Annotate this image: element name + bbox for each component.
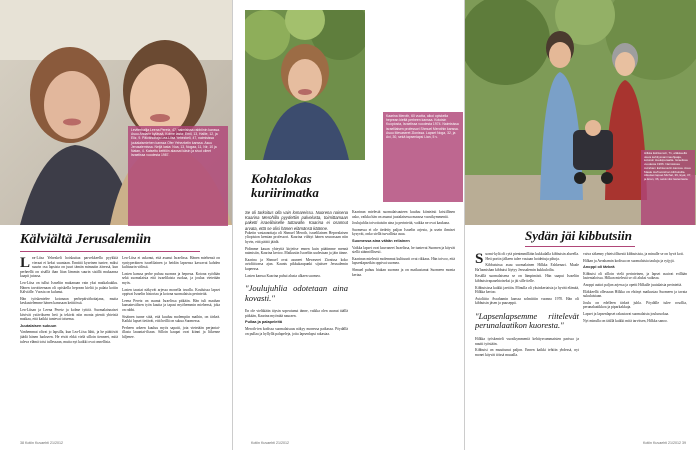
drop-cap: S bbox=[475, 252, 484, 267]
article-columns bbox=[475, 252, 687, 438]
page-number bbox=[20, 441, 63, 445]
page-right bbox=[464, 0, 696, 450]
folio-number: 38 bbox=[20, 441, 24, 445]
paragraph: Shmuel puhuu hiukan suomea ja on matkustanut Suomeen monta kertaa. bbox=[352, 267, 455, 277]
paragraph: Perheen arkeen kuuluu myös sapatti, jota vietetään perjantai-illasta lauantai-iltaan. Silloin kaupat ovat kiinni ja liikenne hiljenee. bbox=[122, 325, 220, 339]
paragraph: ea-Liisa Yehezkeli hoiskuttaa parvekkeella pyykkiä vieraat ei keksi suuntaan. Ennätti kyseinen tuntee, miksi suurin osa lapsista on juuri tämän minuutin ääressä, kun perheellä on sisällä ihan liian lämmin suurin sisällä mukaansa kaapit jutussa. bbox=[20, 256, 118, 279]
paragraph: Lapset ja lapsenlapset rakastavat suomalaista jouluruokaa. bbox=[583, 311, 670, 316]
page-number bbox=[643, 441, 686, 445]
paragraph: Avioliitto Avrahamin kanssa solmittiin vuonna 1970. Hän oli kibbutsin jäsen ja puuseppä. bbox=[475, 296, 579, 306]
paragraph: En ole vieläkään täysin sopeutunut tänne, vaikka olen asunut täällä pitkään, Kaarina myöntää nauraen. bbox=[245, 309, 348, 318]
paragraph: Suomessa ei ole tiedetty paljon Israelin arjesta, ja usein ihmiset kysyvät, onko siellä turvallista asua. bbox=[352, 227, 455, 237]
column-2 bbox=[583, 252, 687, 438]
column-2 bbox=[352, 210, 455, 438]
photo-caption: Kaarina Meroth, 60 vuotta, alkoi opiskella heprean kieltä perheen kanssa. Kotoisin Kuopiosta, Israelissa vuodesta 1974. Naimisissa israelilaisen professori Shmuel Merothin kanssa. Asuu Mevaseret Zionissa. Lapset Noga, 32, ja Avi, 30, sekä lapsenlapsi Lian, 5 v. bbox=[383, 112, 463, 202]
paragraph: Kibbutsi on muuttunut paljon. Ennen kaikki tehtiin yhdessä, nyt monet käyvät töissä muualla. bbox=[475, 348, 579, 357]
paragraph: Lea-Liisan ja Leena Peretz ja kolme tyttöä. Suomalaisnaiset kävivät ystävikseen heti ja tekivät niin monta pientä yhteistä matkaa, että kaikki tuntevat toisensa. bbox=[20, 307, 118, 322]
column-2 bbox=[122, 256, 220, 436]
column-1 bbox=[475, 252, 579, 438]
folio-number: 39 bbox=[682, 441, 686, 445]
photo-caption: Leviterhalija Leena Peretz, 47, naimisissa rabbiinin kanssa. Asuu Andarin kylässä, Kolme lasta: Emil, 13, Hallie, 12, ja Eliz, 9. Päivähoitaja Lea-Liisa Yehezkeli, 47, naimisissa juutalaismiehen kanssa Ofer Yehezkelin kanssa. Asuu Jerusalemissa. Neljä lasta: Noa, 13, Nogaa, 11, Nir, 10 ja Natan, 4. Katseltu keittiön alaosat käsin ja sivut olleet Israelissa vuodesta 1987. bbox=[128, 126, 228, 226]
pull-quote: "Lapsenlapsemme riitelevät perunalaatikon kuoresta." bbox=[475, 310, 579, 331]
column-1 bbox=[245, 210, 348, 438]
paragraph: Eläkkeellä ollessaan Hilkka on ehtinyt matkustaa Suomeen ja tavata sukulaisiaan. bbox=[583, 289, 687, 299]
photo-woman-garden bbox=[245, 10, 365, 160]
column-1 bbox=[20, 256, 118, 436]
paragraph: Vanhemmat olivat jo lapsilla, kun Lea-Liisa lähti, ja he päättivät jäädä hänen luokseen. He eivät ehkä vielä silloin tienneet, mitä tuleva elämä toisi tullessaan, mutta nyt kaikki ovat onnellisia. bbox=[20, 330, 118, 344]
paragraph: Joulu on edelleen tärkeä juhla. Pöydälle tulee rosollia, perunalaatikkoa ja piparkakkuja. bbox=[583, 300, 687, 310]
page-left bbox=[0, 0, 232, 450]
article-headline: Kälviältä Jerusalemiin bbox=[20, 232, 152, 247]
paragraph: Lasten kanssa perhe puhuu suomea ja hepreaa. Kotona syödään sekä suomalaista että israelilaista ruokaa, ja joulua vietetään myös. bbox=[122, 271, 220, 285]
article-columns bbox=[20, 256, 220, 436]
paragraph: Leena Peretz on asunut Israelissa pitkään. Hän tuli maahan kansainvälisen työn kautta ja tapasi myöhemmin miehensä, joka on rabbi. bbox=[122, 298, 220, 312]
paragraph: Paketin vastaanottaja oli Shmuel Meroth, israelilainen Heprealaisen yliopiston kemian professori. Kaarina viihtyi hänen seurassaan niin hyvin, että päätti jäädä. bbox=[245, 230, 348, 244]
paragraph: vaiva säkenny yhteisöllisestä kibbutsista, ja minulle se on hyvä koti. bbox=[583, 252, 684, 256]
paragraph: Anoppi auttoi paljon arjessa ja opetti Hilkalle juutalaisia perinteitä. bbox=[583, 282, 683, 287]
subheading: Anoppi oli tärkeä bbox=[583, 264, 615, 270]
paragraph: Kaarina ja Shmuel ovat asuneet Mevaseret Zionissa koko avioliittonsa ajan. Kaunis pikkukaupunki sijaitsee Jerusalemin kupeessa. bbox=[245, 257, 348, 271]
folio-label: Kotiin Kuvaehti 21/2012 bbox=[643, 441, 681, 445]
folio-label: Kotiin Kuvaehti 21/2012 bbox=[25, 441, 63, 445]
paragraph: Hän työskentelee kotonaan perhepäivähoitajana, mutta keskustelemme hänen kanssaan keittiössä. bbox=[20, 296, 118, 306]
paragraph: Nyt minulla on täällä kaikki mitä tarvitsen, Hilkka sanoo. bbox=[583, 318, 668, 323]
headline-rule bbox=[20, 251, 200, 252]
paragraph: Kibbutsi oli silloin vielä perinteinen, ja lapset asuivat erillään lastentaloissa. Hilkan mielestä se oli aluksi vaikeaa. bbox=[583, 271, 687, 281]
page-footer: Kotiin Kuvaehti 21/2012 bbox=[251, 441, 289, 445]
photo-caption: Hilkka Eshkenazi, 71, eläkkeellä oleva kehitysvammaohjaaja, kotoisin Haukiputaalta. Israelissa vuodesta 1966. Naimisissa Avraham Eshkenazin kanssa. Asuu Maale Ha'hamishan kibbutsilla. Aikuiset lapset Michal, 39, Eyal, 37, ja Eran, 36, sekä viisi lastenlasta. bbox=[641, 150, 695, 225]
page-middle bbox=[232, 0, 464, 450]
paragraph: uomi-kylä oli rytä pienimmillään kukkulalla kibbutsin alueella. Heti portin jälkeen tulee vastaan hoidettuja pihoja. bbox=[485, 252, 579, 261]
subheading: Juutalaisen sukuun bbox=[20, 322, 57, 328]
paragraph: Kaarinan mielestä molemmat kulttuurit ovat rikkaus. Hän toivoo, että lapsenlapsetkin oppivat suomea. bbox=[352, 256, 455, 266]
pull-quote: "Joulujuhlia odotetaan aina kovasti." bbox=[245, 283, 348, 303]
paragraph: Vaikka lapset ovat kasvaneet Israelissa, he tuntevat Suomen ja käyvät siellä säännöllisesti. bbox=[352, 245, 455, 255]
paragraph: Kaarinan mielestä suomalaisuuteen kuuluu kiinteästi kristillinen usko, vaikka hän on asunut juutalaisessa maassa vuosikymmeniä. bbox=[352, 210, 455, 219]
article-headline: Kohtalokas kuriirimatka bbox=[251, 171, 319, 200]
paragraph: Lasten kanssa Kaarina puhui alusta alkaen suomea. bbox=[245, 273, 321, 278]
photo-woman-garden-image bbox=[245, 10, 365, 160]
paragraph: Sisäinen tunne siitä, että kuuluu molempiin maihin, on tärkeä. Kaikki lapset tietävät, että heillä on sukua Suomessa. bbox=[122, 314, 220, 324]
drop-cap: L bbox=[20, 256, 31, 271]
paragraph: Hilkan ja Avrahamin kodissa on suomalaisia tauluja ja ryijyjä. bbox=[583, 258, 675, 263]
paragraph: Lea-Liisa on tullut Israeliin mukanaan vain yksi matkalaukku. Hänen tavoitteenaan oli opiskella heprean kieltä ja palata kotiin Kälviälle. Vuosia on kulunut. bbox=[20, 280, 118, 295]
paragraph: Kibbutsissa kaikki jaettiin. Minulla oli yksinkertaista ja hyvää elämää, Hilkka kertoo. bbox=[475, 285, 579, 295]
article-columns bbox=[245, 210, 455, 438]
ingress: Se oli tarkoitus olla vain lomareissu. Nuorena naisena Kaarina Merohilla pyydettiin palvelusta, toimittamaan paketti israelilaiselle tuttavalle. Kaarina ei osannut arvata, että se olisi hänen elämänsä käänne. bbox=[245, 210, 348, 231]
paragraph: Meroth-ien kodissa suomalaisuus näkyy monessa paikassa. Pöydällä on pullaa ja hyllyllä palapeleja, joita lapsenlapsi rakastaa. bbox=[245, 326, 348, 336]
article-headline: Sydän jäi kibbutsiin bbox=[525, 228, 632, 243]
paragraph: Kibbutsissa asuu suomalainen Hilkka Eshkenazi. Maale Ha'hamishan kibbutsi löytyy Jerusalemin kukkuloilta. bbox=[475, 263, 579, 272]
headline-rule bbox=[525, 246, 635, 247]
subheading: Pullaa ja palapeleitä bbox=[245, 319, 282, 325]
paragraph: Hilkka työskenteli vuosikymmeniä kehitysvammaisten parissa ja nautti työstään. bbox=[475, 336, 579, 346]
paragraph: Kesällä suomalaisena se on lämpimästi. Hän saapui Israeliin kibbutsivapaaehtoiseksi ja jäi sille tielle. bbox=[475, 274, 579, 283]
paragraph: Pidimme kauan yhteyttä kirjeitse ennen kuin päätimme mennä naimisiin, Kaarina kertoo. Matkustin Israeliin uudestaan ja jäin tänne. bbox=[245, 246, 348, 256]
paragraph: Joulujuhlia toivottaisiin aina ja perinteitä, vaikka ne ovat kaukana. bbox=[352, 221, 450, 226]
subheading: Suomessa aina vähän erilainen bbox=[352, 237, 410, 243]
paragraph: Lea-Liisa ei uskonut, että asunut Israelissa. Hänen miehensä on syntyperäinen israelilainen ja heidän lapsensa kasvavat kahden kulttuurin välissä. bbox=[122, 256, 220, 270]
paragraph: Lasten taustat näkyvät arjessa monella tavalla. Kouluissa lapset oppivat Israelin historiaa ja kotona suomalaisia perinteitä. bbox=[122, 287, 220, 297]
